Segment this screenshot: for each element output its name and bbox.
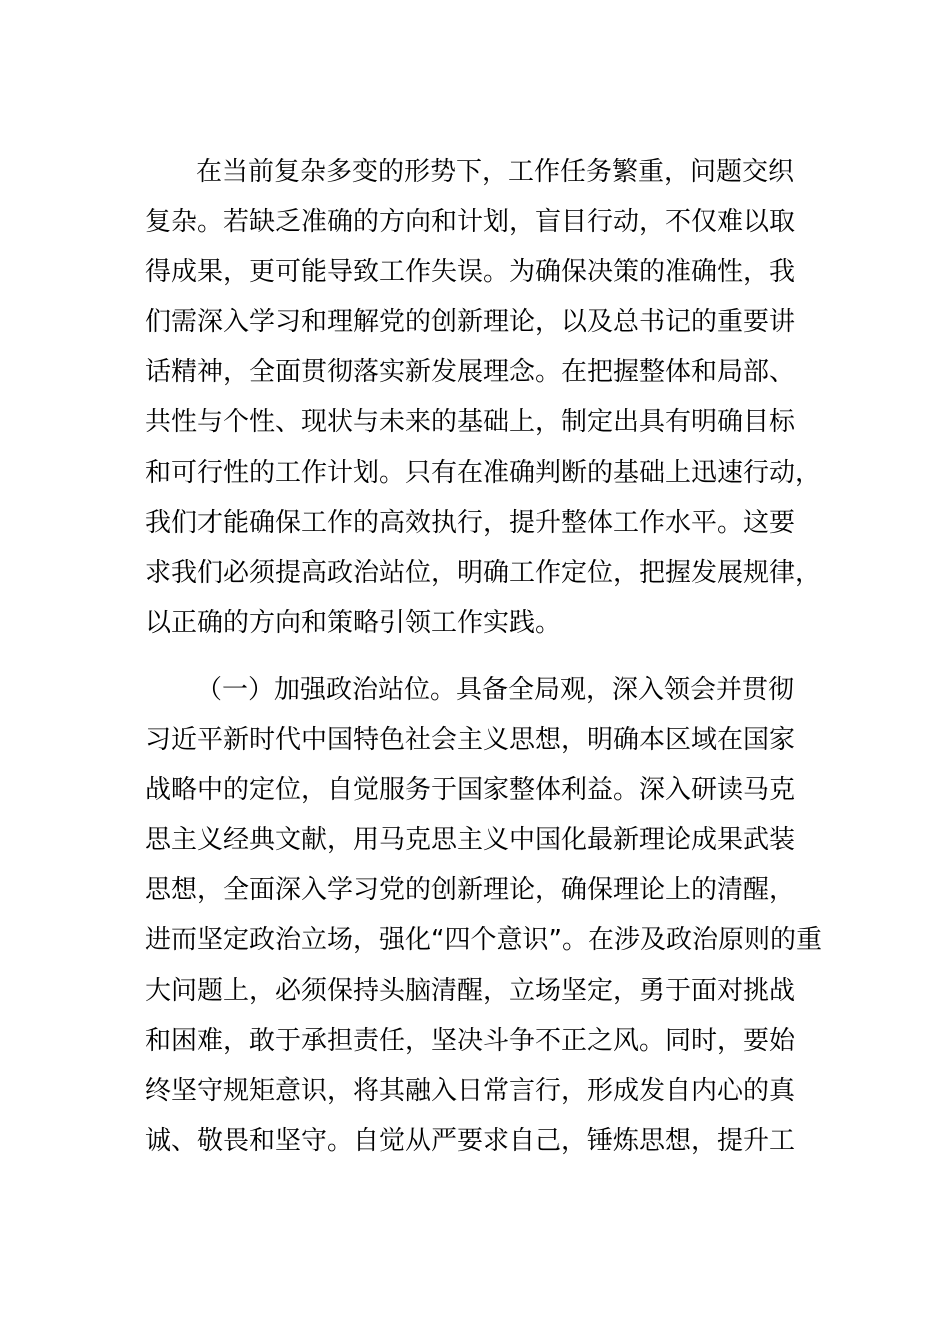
paragraph-line: 共性与个性、现状与未来的基础上，制定出具有明确目标 (145, 407, 796, 438)
paragraph-intro (145, 147, 822, 648)
paragraph-line: 以正确的方向和策略引领工作实践。 (145, 607, 562, 638)
paragraph-line: 和困难，敢于承担责任，坚决斗争不正之风。同时，要始 (145, 1025, 796, 1056)
paragraph-line: 进而坚定政治立场，强化“四个意识”。在涉及政治原则的重 (145, 925, 822, 956)
paragraph-line: 在当前复杂多变的形势下，工作任务繁重，问题交织 (196, 157, 795, 187)
paragraph-line: 战略中的定位，自觉服务于国家整体利益。深入研读马克 (145, 775, 796, 806)
paragraph-line: 思想，全面深入学习党的创新理论，确保理论上的清醒， (145, 875, 796, 906)
paragraph-line: 我们才能确保工作的高效执行，提升整体工作水平。这要 (145, 507, 796, 538)
paragraph-line: 复杂。若缺乏准确的方向和计划，盲目行动，不仅难以取 (145, 207, 796, 238)
paragraph-line: 和可行性的工作计划。只有在准确判断的基础上迅速行动， (145, 457, 822, 488)
paragraph-line: 大问题上，必须保持头脑清醒，立场坚定，勇于面对挑战 (145, 975, 796, 1006)
paragraph-line: 话精神，全面贯彻落实新发展理念。在把握整体和局部、 (145, 357, 796, 388)
paragraph-line: 们需深入学习和理解党的创新理论，以及总书记的重要讲 (145, 307, 796, 338)
paragraph-line: 求我们必须提高政治站位，明确工作定位，把握发展规律， (145, 557, 822, 588)
paragraph-line: 习近平新时代中国特色社会主义思想，明确本区域在国家 (145, 725, 796, 756)
paragraph-line: 诚、敬畏和坚守。自觉从严要求自己，锤炼思想，提升工 (145, 1125, 796, 1156)
paragraph-line: 思主义经典文献，用马克思主义中国化最新理论成果武装 (145, 825, 796, 856)
paragraph-line: 终坚守规矩意识，将其融入日常言行，形成发自内心的真 (145, 1075, 796, 1106)
paragraph-section-one (145, 665, 822, 1166)
paragraph-line: 得成果，更可能导致工作失误。为确保决策的准确性，我 (145, 257, 796, 288)
paragraph-line: （一）加强政治站位。具备全局观，深入领会并贯彻 (196, 675, 795, 705)
